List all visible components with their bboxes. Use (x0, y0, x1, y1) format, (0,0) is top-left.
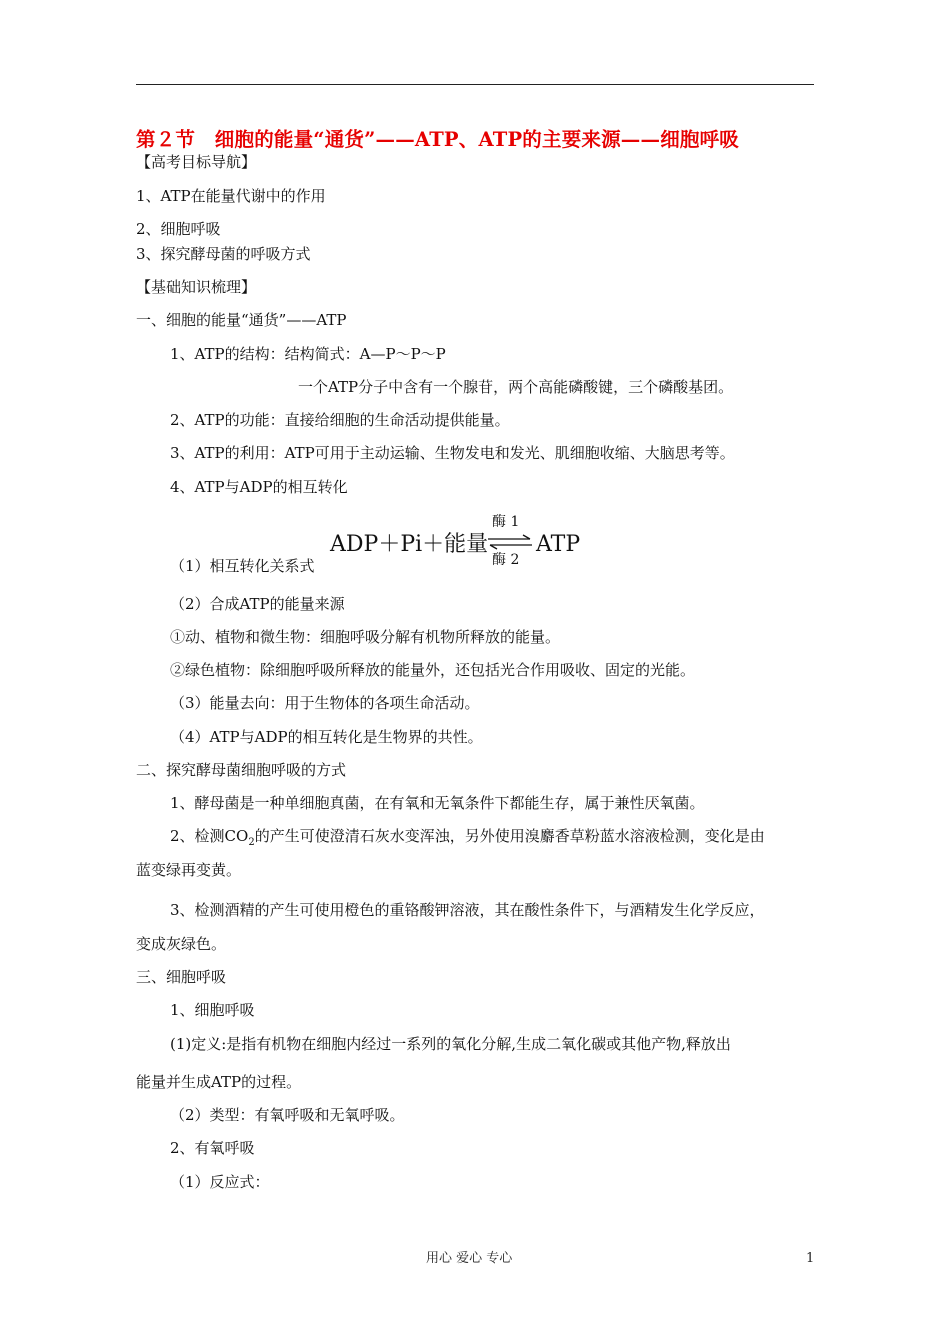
atp-adp-conversion: 4、ATP与ADP的相互转化 (170, 478, 348, 496)
header-rule (136, 84, 814, 85)
basics-heading: 【基础知识梳理】 (136, 278, 257, 296)
alcohol-detection: 3、检测酒精的产生可使用橙色的重铬酸钾溶液，其在酸性条件下，与酒精发生化学反应， (170, 901, 765, 919)
atp-usage: 3、ATP的利用：ATP可用于主动运输、生物发电和发光、肌细胞收缩、大脑思考等。 (170, 444, 735, 462)
equation-right: ATP (536, 532, 581, 557)
section-3-heading: 三、细胞呼吸 (136, 968, 227, 986)
aerobic-respiration: 2、有氧呼吸 (170, 1139, 255, 1157)
section-2-heading: 二、探究酵母菌细胞呼吸的方式 (136, 761, 347, 779)
energy-destination: （3）能量去向：用于生物体的各项生命活动。 (170, 694, 480, 712)
yeast-description: 1、酵母菌是一种单细胞真菌，在有氧和无氧条件下都能生存，属于兼性厌氧菌。 (170, 794, 705, 812)
co2-subscript: 2 (248, 837, 255, 848)
conversion-universality: （4）ATP与ADP的相互转化是生物界的共性。 (170, 728, 483, 746)
respiration-definition: (1)定义:是指有机物在细胞内经过一系列的氧化分解,生成二氧化碳或其他产物,释放出 (170, 1035, 731, 1053)
respiration-types: （2）类型：有氧呼吸和无氧呼吸。 (170, 1106, 405, 1124)
respiration-definition-cont: 能量并生成ATP的过程。 (136, 1073, 302, 1091)
co2-detection-cont: 蓝变绿再变黄。 (136, 861, 242, 879)
cell-respiration-sub: 1、细胞呼吸 (170, 1001, 255, 1019)
atp-structure: 1、ATP的结构：结构简式：A—P～P～P (170, 345, 446, 363)
goal-item-2: 2、细胞呼吸 (136, 220, 221, 238)
equation-enzyme-1: 酶 1 (492, 514, 520, 530)
atp-function: 2、ATP的功能：直接给细胞的生命活动提供能量。 (170, 411, 510, 429)
reversible-arrow-icon (486, 534, 534, 550)
energy-source-organisms: ①动、植物和微生物：细胞呼吸分解有机物所释放的能量。 (170, 628, 561, 646)
alcohol-detection-cont: 变成灰绿色。 (136, 935, 227, 953)
reaction-formula: （1）反应式： (170, 1173, 270, 1191)
equation-left: ADP＋Pi＋能量 (330, 532, 489, 557)
equation-enzyme-2: 酶 2 (492, 552, 520, 568)
goal-item-3: 3、探究酵母菌的呼吸方式 (136, 245, 311, 263)
page-number: 1 (806, 1251, 815, 1266)
atp-structure-detail: 一个ATP分子中含有一个腺苷，两个高能磷酸键，三个磷酸基团。 (298, 378, 734, 396)
energy-source: （2）合成ATP的能量来源 (170, 595, 345, 613)
co2-detection-text: 2、检测CO (170, 827, 249, 845)
co2-detection-text-rest: 的产生可使澄清石灰水变浑浊，另外使用溴麝香草粉蓝水溶液检测，变化是由 (254, 827, 765, 845)
energy-source-plants: ②绿色植物：除细胞呼吸所释放的能量外，还包括光合作用吸收、固定的光能。 (170, 661, 696, 679)
atp-adp-equation (330, 514, 590, 570)
goal-item-1: 1、ATP在能量代谢中的作用 (136, 187, 326, 205)
section-1-heading: 一、细胞的能量“通货”——ATP (136, 311, 347, 329)
goals-heading: 【高考目标导航】 (136, 153, 257, 171)
page-title: 第２节 细胞的能量“通货”——ATP、ATP的主要来源——细胞呼吸 (136, 128, 740, 151)
footer-slogan: 用心 爱心 专心 (426, 1251, 513, 1266)
co2-detection (170, 826, 765, 853)
conversion-relation: （1）相互转化关系式 (170, 557, 315, 575)
